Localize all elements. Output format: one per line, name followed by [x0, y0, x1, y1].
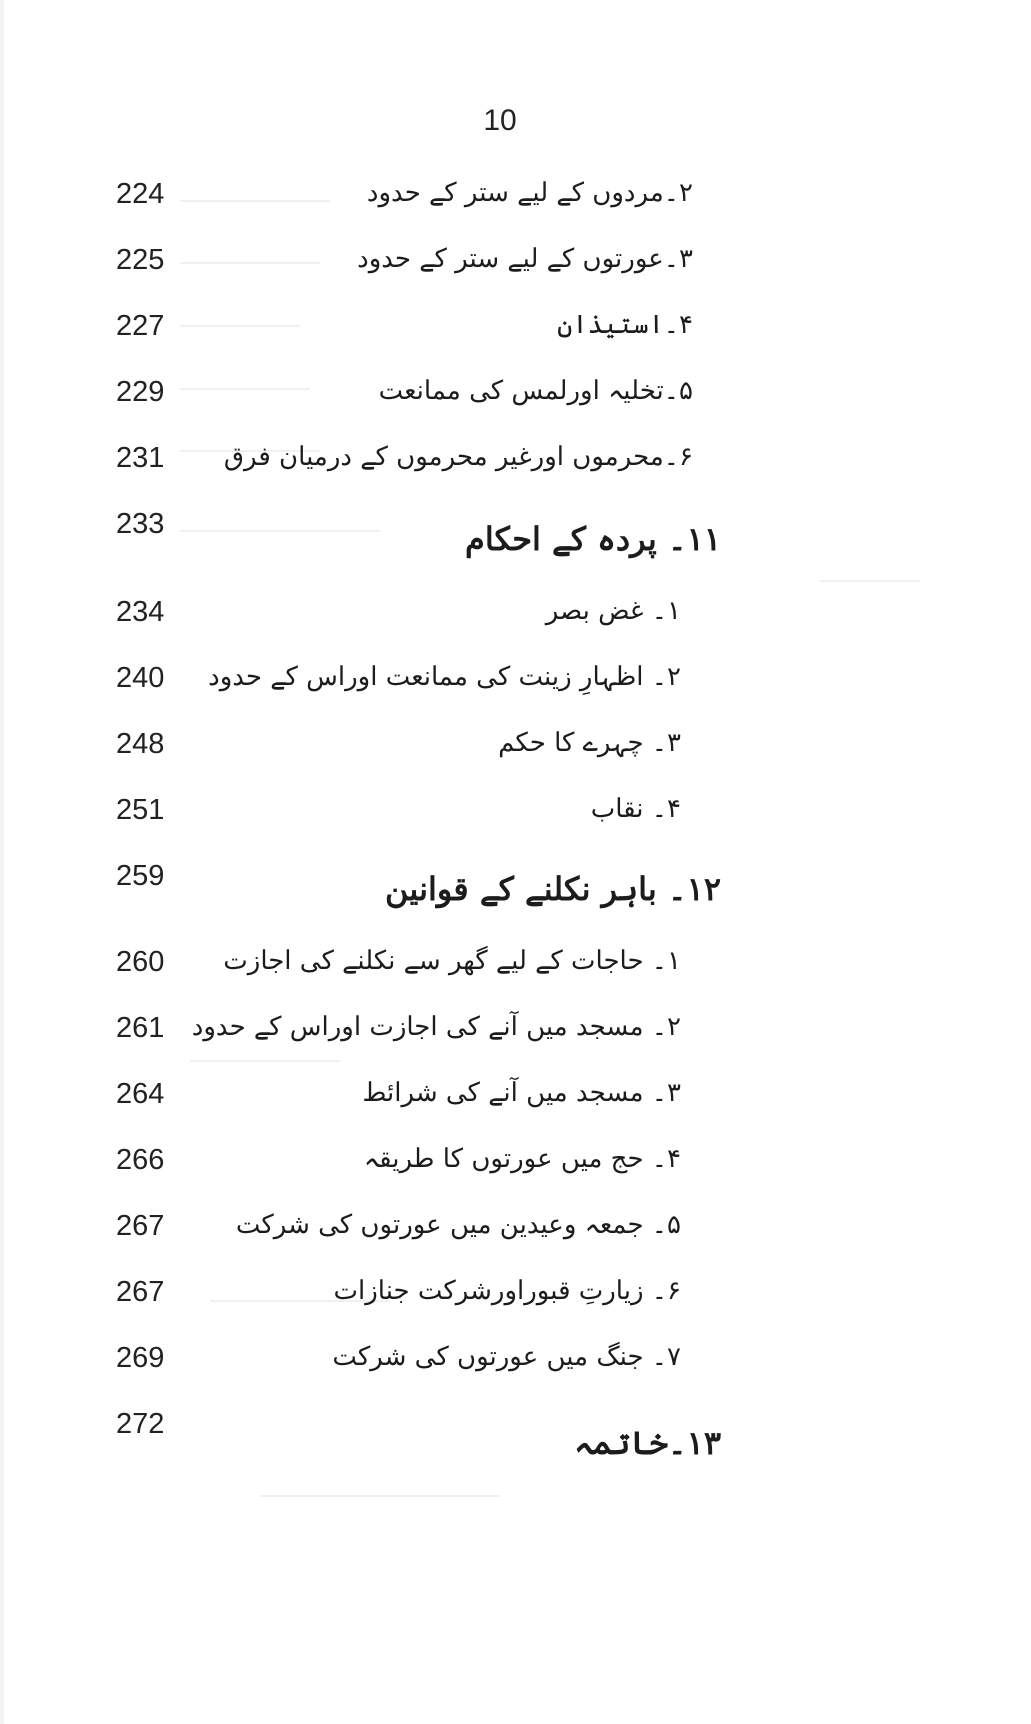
- toc-page-number: 248: [116, 728, 165, 760]
- toc-entry: [0, 376, 1031, 436]
- toc-title: ۱۱۔ پردہ کے احکام: [465, 520, 721, 558]
- toc-title: ۲۔ مسجد میں آنے کی اجازت اوراس کے حدود: [191, 1012, 681, 1042]
- toc-page-number: 266: [116, 1144, 165, 1176]
- toc-title: ۴۔ نقاب: [590, 794, 681, 824]
- toc-page-number: 267: [116, 1276, 165, 1308]
- toc-page-number: 251: [116, 794, 165, 826]
- toc-entry: [0, 1210, 1031, 1270]
- toc-page-number: 227: [116, 310, 165, 342]
- toc-title: ۱۲۔ باہر نکلنے کے قوانین: [385, 870, 721, 908]
- toc-page-number: 224: [116, 178, 165, 210]
- toc-title: ۱۔ حاجات کے لیے گھر سے نکلنے کی اجازت: [223, 946, 681, 976]
- toc-page-number: 234: [116, 596, 165, 628]
- toc-title: ۱۳۔خاتمہ: [574, 1424, 721, 1462]
- toc-title: ۴۔ حج میں عورتوں کا طریقہ: [363, 1144, 681, 1174]
- toc-page-number: 240: [116, 662, 165, 694]
- toc-section-heading: [0, 860, 1031, 920]
- toc-section-heading: [0, 508, 1031, 568]
- toc-title: ۲۔مردوں کے لیے ستر کے حدود: [366, 178, 693, 208]
- toc-page-number: 259: [116, 860, 165, 892]
- toc-entry: [0, 728, 1031, 788]
- toc-page-number: 231: [116, 442, 165, 474]
- toc-entry: [0, 244, 1031, 304]
- toc-title: ۷۔ جنگ میں عورتوں کی شرکت: [332, 1342, 681, 1372]
- bleed-line: [260, 1495, 500, 1497]
- toc-page-number: 225: [116, 244, 165, 276]
- toc-page-number: 233: [116, 508, 165, 540]
- toc-page-number: 260: [116, 946, 165, 978]
- toc-title: ۶۔محرموں اورغیر محرموں کے درمیان فرق: [223, 442, 693, 472]
- toc-title: ۶۔ زیارتِ قبوراورشرکت جنازات: [333, 1276, 681, 1306]
- toc-entry: [0, 310, 1031, 370]
- toc-page-number: 269: [116, 1342, 165, 1374]
- toc-entry: [0, 794, 1031, 854]
- toc-entry: [0, 1144, 1031, 1204]
- toc-entry: [0, 1078, 1031, 1138]
- toc-title: ۳۔ چہرے کا حکم: [498, 728, 681, 758]
- toc-entry: [0, 1012, 1031, 1072]
- toc-page-number: 272: [116, 1408, 165, 1440]
- toc-title: ۳۔عورتوں کے لیے ستر کے حدود: [357, 244, 693, 274]
- toc-entry: [0, 1276, 1031, 1336]
- toc-section-heading: [0, 1408, 1031, 1468]
- toc-entry: [0, 442, 1031, 502]
- toc-page-number: 229: [116, 376, 165, 408]
- toc-page-number: 261: [116, 1012, 165, 1044]
- toc-entry: [0, 596, 1031, 656]
- bleed-line: [820, 580, 920, 582]
- toc-entry: [0, 178, 1031, 238]
- toc-page-number: 267: [116, 1210, 165, 1242]
- toc-title: ۵۔تخلیہ اورلمس کی ممانعت: [378, 376, 693, 406]
- page-number: 10: [483, 104, 517, 137]
- toc-title: ۵۔ جمعہ وعیدین میں عورتوں کی شرکت: [235, 1210, 681, 1240]
- toc-title: ۲۔ اظہارِ زینت کی ممانعت اوراس کے حدود: [208, 662, 681, 692]
- toc-entry: [0, 946, 1031, 1006]
- toc-entry: [0, 1342, 1031, 1402]
- toc-title: ۳۔ مسجد میں آنے کی شرائط: [362, 1078, 681, 1108]
- toc-entry: [0, 662, 1031, 722]
- toc-title: ۴۔استیذان: [557, 310, 693, 340]
- toc-title: ۱۔ غض بصر: [545, 596, 681, 626]
- toc-page-number: 264: [116, 1078, 165, 1110]
